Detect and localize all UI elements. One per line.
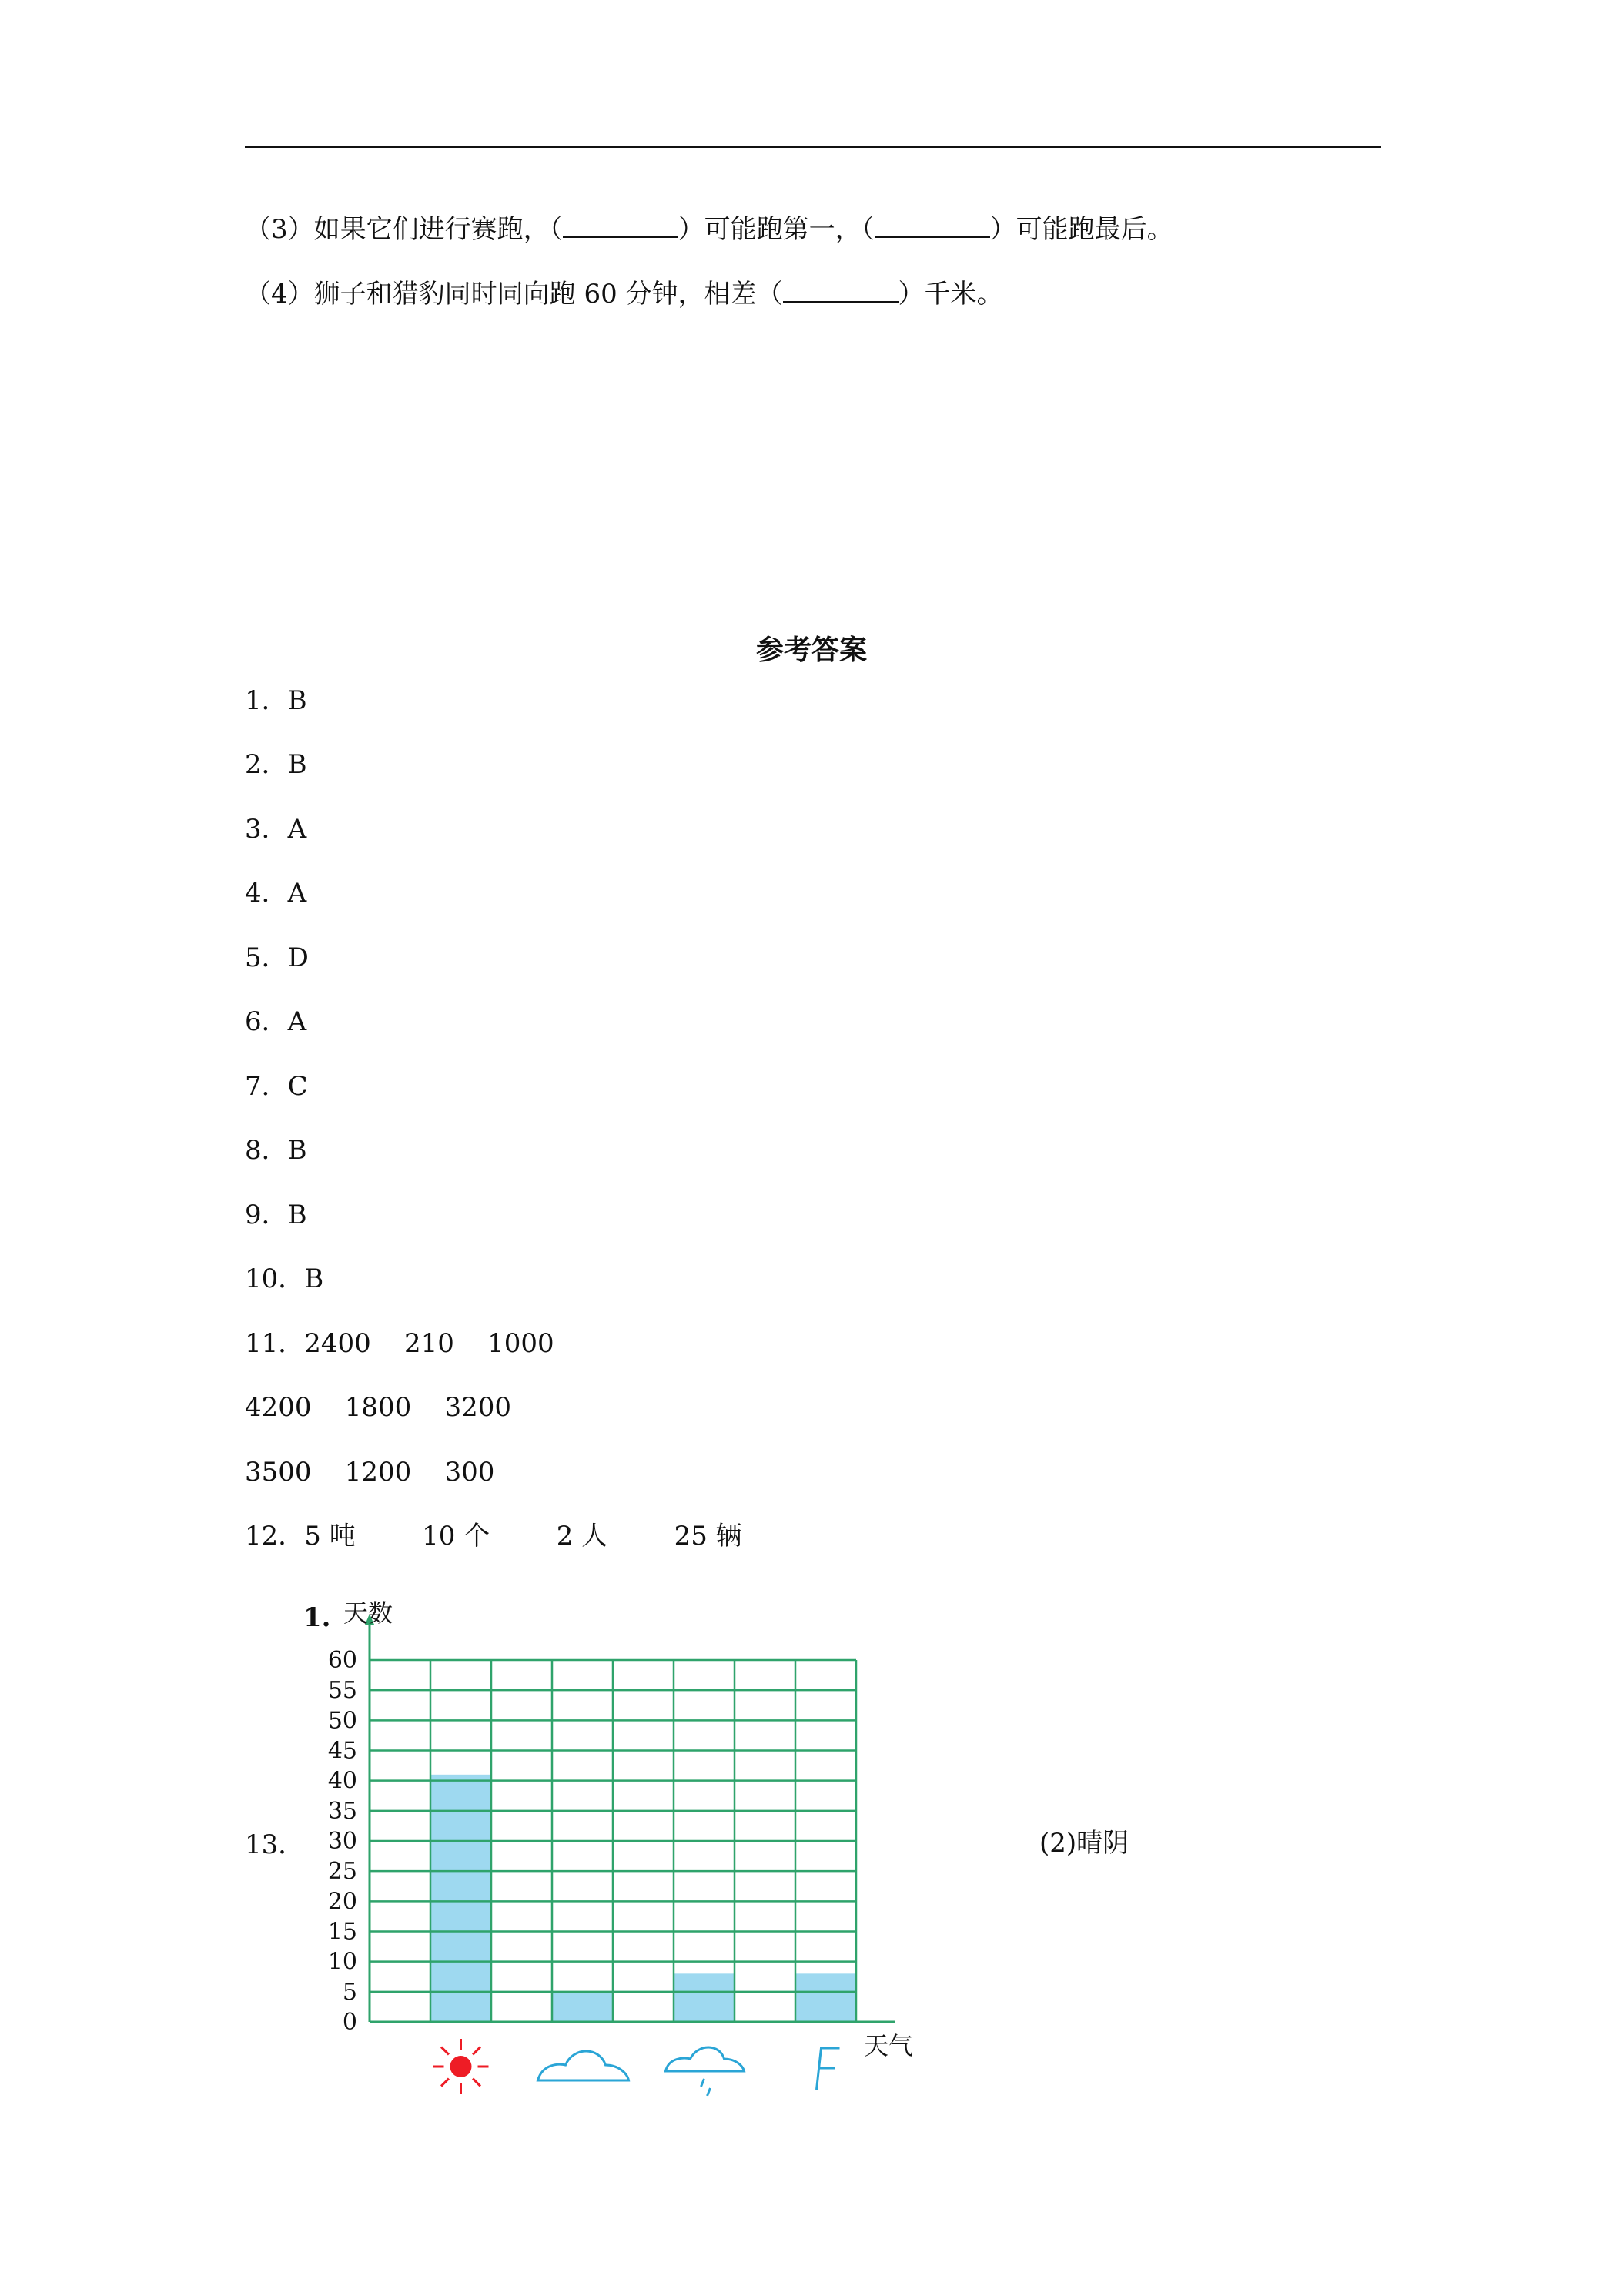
question-3 <box>245 214 1173 245</box>
answer-title: 参考答案 <box>755 634 867 666</box>
q3-blank-2[interactable] <box>875 215 990 238</box>
header-rule <box>245 146 1381 148</box>
q3-text-3: ）可能跑最后。 <box>989 214 1173 245</box>
answer-11-row-2: 4200 1800 3200 <box>245 1392 512 1423</box>
answer-13-side-note: (2)晴阴 <box>1039 1828 1129 1859</box>
answer-2: 2．B <box>245 749 307 780</box>
answer-8: 8．B <box>245 1135 307 1166</box>
answer-13-label: 13． <box>245 1829 305 1860</box>
answer-3: 3．A <box>245 814 307 845</box>
weather-bar-chart <box>293 1586 939 2110</box>
q3-text-1: （3）如果它们进行赛跑，（ <box>245 214 563 245</box>
bar-1 <box>552 1992 613 2022</box>
x-axis-label: 天气 <box>864 2031 914 2060</box>
bar-2 <box>674 1973 735 2022</box>
y-tick-label-5: 25 <box>327 1858 357 1886</box>
q3-blank-1[interactable] <box>563 215 678 238</box>
y-tick-label-11: 55 <box>327 1677 357 1705</box>
question-4 <box>245 279 1003 310</box>
answer-12: 12．5 吨 10 个 2 人 25 辆 <box>245 1521 742 1551</box>
sun-icon <box>433 2039 489 2094</box>
y-tick-label-12: 60 <box>327 1647 357 1674</box>
y-tick-label-2: 10 <box>327 1948 357 1976</box>
q4-text-1: （4）狮子和猎豹同时同向跑 60 分钟，相差（ <box>245 279 783 310</box>
y-tick-label-9: 45 <box>327 1737 357 1765</box>
y-tick-label-7: 35 <box>327 1797 357 1825</box>
y-tick-label-3: 15 <box>327 1918 357 1946</box>
y-axis-label: 天数 <box>343 1598 393 1628</box>
q3-text-2: ）可能跑第一，（ <box>678 214 875 245</box>
y-tick-label-1: 5 <box>342 1978 357 2006</box>
answer-11-row-3: 3500 1200 300 <box>245 1457 495 1488</box>
answer-1: 1．B <box>245 685 307 716</box>
y-tick-label-8: 40 <box>327 1767 357 1795</box>
wind-icon <box>817 2048 840 2090</box>
cloud-icon <box>538 2051 629 2080</box>
rain-icon <box>666 2047 745 2096</box>
answer-6: 6．A <box>245 1006 307 1037</box>
bar-3 <box>795 1973 856 2022</box>
y-tick-label-10: 50 <box>327 1707 357 1735</box>
answer-9: 9．B <box>245 1200 307 1230</box>
y-tick-label-0: 0 <box>342 2009 357 2036</box>
answer-5: 5．D <box>245 942 309 973</box>
answer-7: 7．C <box>245 1071 308 1102</box>
answer-10: 10．B <box>245 1263 324 1294</box>
y-tick-label-4: 20 <box>327 1888 357 1916</box>
q4-text-2: ）千米。 <box>898 279 1003 310</box>
chart-marker: 1. <box>303 1602 331 1633</box>
answer-4: 4．A <box>245 878 307 909</box>
y-tick-label-6: 30 <box>327 1828 357 1855</box>
q4-blank-1[interactable] <box>783 279 899 303</box>
answer-11: 11．2400 210 1000 <box>245 1328 554 1359</box>
